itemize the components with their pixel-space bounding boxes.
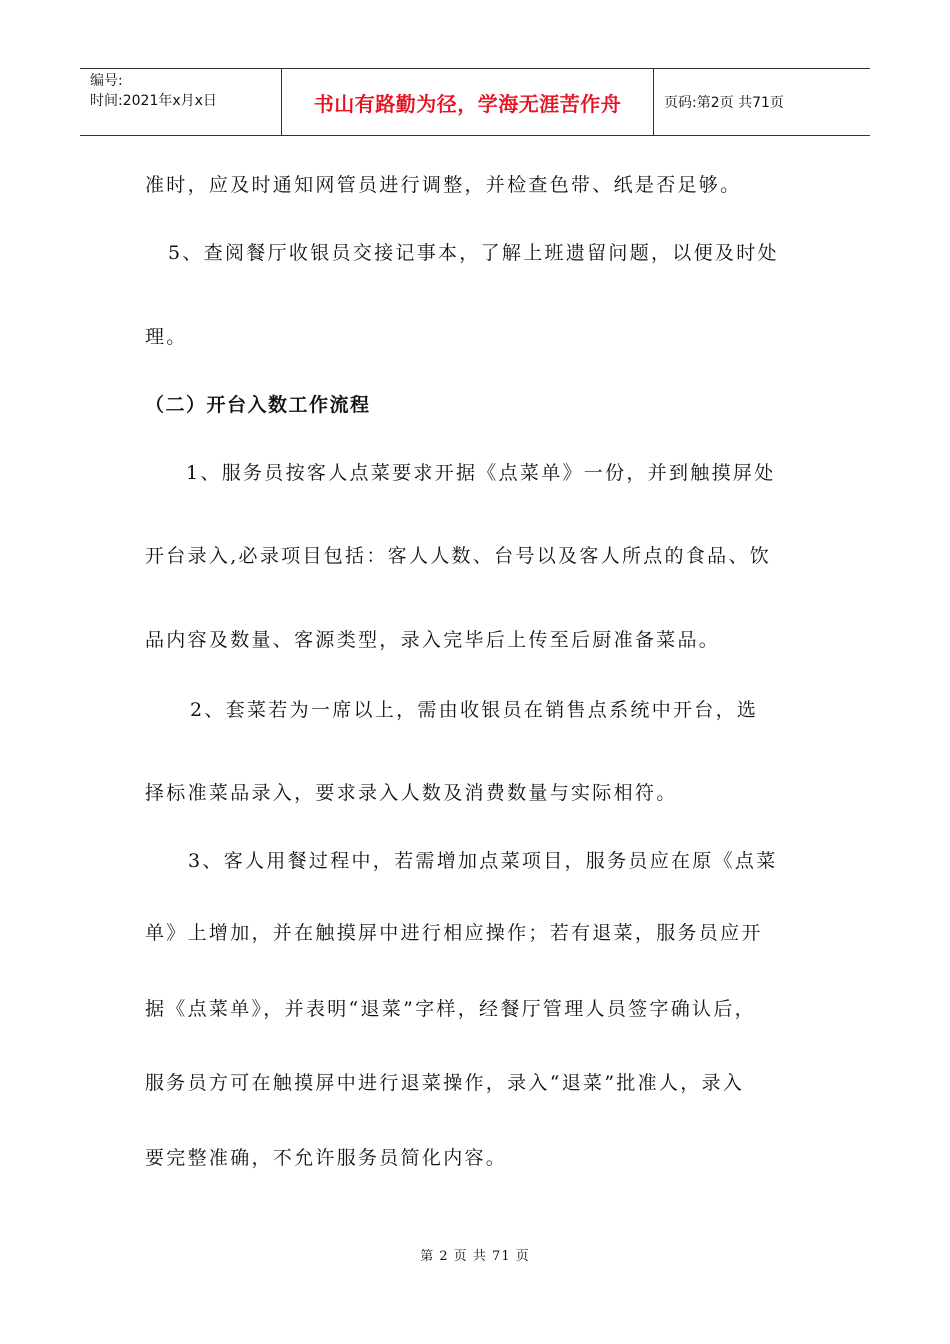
document-number-label: 编号:	[90, 73, 123, 89]
body-line: 3、客人用餐过程中，若需增加点菜项目，服务员应在原《点菜	[188, 850, 778, 872]
body-line: 理。	[145, 326, 188, 348]
body-line: 1、服务员按客人点菜要求开据《点菜单》一份，并到触摸屏处	[186, 462, 776, 484]
body-line: 5、查阅餐厅收银员交接记事本，了解上班遗留问题，以便及时处	[168, 242, 779, 264]
section-heading: （二）开台入数工作流程	[145, 394, 371, 416]
body-line: 开台录入,必录项目包括：客人人数、台号以及客人所点的食品、饮	[145, 545, 772, 567]
body-line: 2、套菜若为一席以上，需由收银员在销售点系统中开台，选	[190, 699, 759, 721]
header-page-info: 页码:第2页 共71页	[664, 95, 784, 111]
header-motto: 书山有路勤为径，学海无涯苦作舟	[282, 69, 654, 135]
body-line: 品内容及数量、客源类型，录入完毕后上传至后厨准备菜品。	[145, 629, 721, 651]
page-header	[80, 68, 870, 136]
header-meta	[80, 69, 282, 135]
document-time: 时间:2021年x月x日	[90, 93, 217, 109]
body-line: 服务员方可在触摸屏中进行退菜操作，录入“退菜”批准人，录入	[145, 1072, 745, 1094]
body-line: 择标准菜品录入，要求录入人数及消费数量与实际相符。	[145, 782, 678, 804]
body-line: 单》上增加，并在触摸屏中进行相应操作；若有退菜，服务员应开	[145, 922, 763, 944]
body-line: 据《点菜单》，并表明“退菜”字样，经餐厅管理人员签字确认后，	[145, 998, 756, 1020]
body-line: 准时，应及时通知网管员进行调整，并检查色带、纸是否足够。	[145, 174, 742, 196]
page-footer: 第 2 页 共 71 页	[420, 1249, 530, 1264]
body-line: 要完整准确，不允许服务员简化内容。	[145, 1147, 508, 1169]
